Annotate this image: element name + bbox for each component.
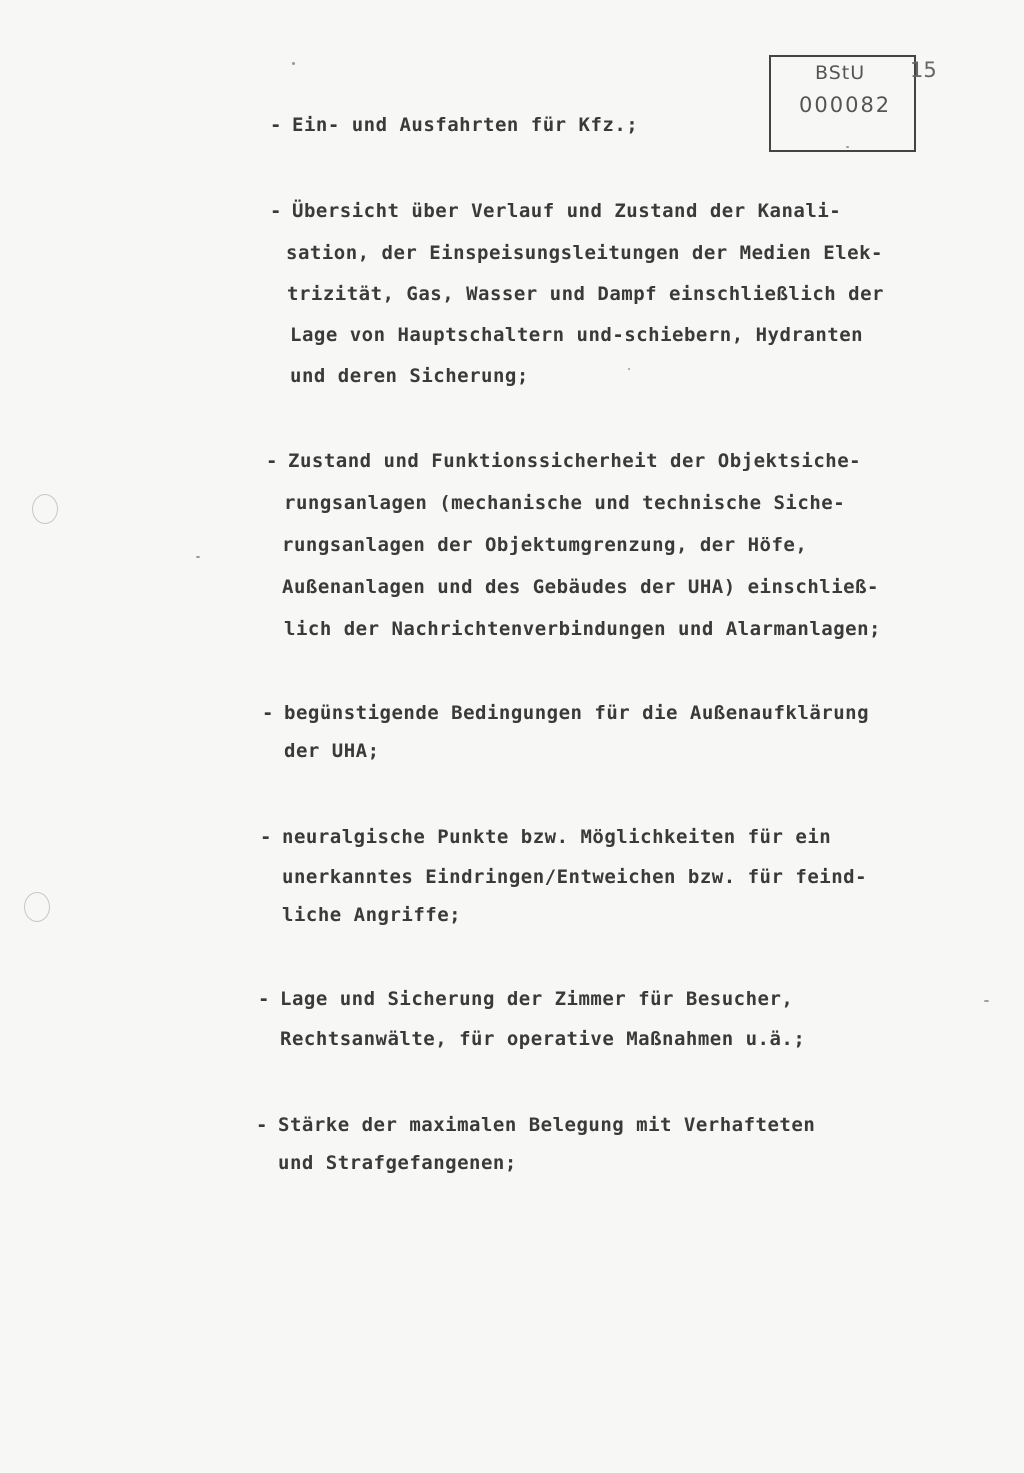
text-line: trizität, Gas, Wasser und Dampf einschließlich der <box>287 283 884 305</box>
text-line: und deren Sicherung; <box>290 365 529 387</box>
bullet-dash: - <box>260 826 272 848</box>
list-item <box>266 450 881 660</box>
text-line: der UHA; <box>284 740 380 762</box>
list-item <box>258 988 806 1068</box>
text-line: Zustand und Funktionssicherheit der Objektsiche- <box>288 450 862 472</box>
text-line: Außenanlagen und des Gebäudes der UHA) einschließ- <box>282 576 879 598</box>
text-line: und Strafgefangenen; <box>278 1152 517 1174</box>
bullet-dash: - <box>258 988 270 1010</box>
text-line: liche Angriffe; <box>282 904 462 926</box>
stamp-number: 000082 <box>799 93 892 117</box>
punch-hole <box>24 892 50 922</box>
scan-speck <box>196 556 200 558</box>
text-line: unerkanntes Eindringen/Entweichen bzw. für feind- <box>282 866 868 888</box>
list-item <box>262 702 870 778</box>
list-item <box>270 114 639 154</box>
list-item <box>256 1114 816 1190</box>
text-line: Ein- und Ausfahrten für Kfz.; <box>292 114 639 136</box>
stamp-institution: BStU <box>815 62 866 84</box>
bullet-dash: - <box>262 702 274 724</box>
text-line: Lage von Hauptschaltern und-schiebern, Hydranten <box>290 324 864 346</box>
list-item <box>270 200 884 406</box>
bullet-dash: - <box>256 1114 268 1136</box>
text-line: rungsanlagen der Objektumgrenzung, der Höfe, <box>282 534 808 556</box>
scan-speck <box>292 62 295 65</box>
bullet-dash: - <box>270 114 282 136</box>
text-line: Übersicht über Verlauf und Zustand der Kanali- <box>292 200 842 222</box>
text-line: neuralgische Punkte bzw. Möglichkeiten für ein <box>282 826 832 848</box>
text-line: rungsanlagen (mechanische und technische Siche- <box>284 492 846 514</box>
page-number: 15 <box>910 58 937 82</box>
scan-speck <box>628 368 630 370</box>
text-line: Lage und Sicherung der Zimmer für Besucher, <box>280 988 794 1010</box>
text-line: sation, der Einspeisungsleitungen der Medien Elek- <box>286 242 883 264</box>
archive-stamp <box>769 55 916 152</box>
bullet-dash: - <box>270 200 282 222</box>
text-line: lich der Nachrichtenverbindungen und Alarmanlagen; <box>284 618 881 640</box>
list-item <box>260 826 868 942</box>
bullet-dash: - <box>266 450 278 472</box>
text-line: begünstigende Bedingungen für die Außenaufklärung <box>284 702 870 724</box>
text-line: Rechtsanwälte, für operative Maßnahmen u.ä.; <box>280 1028 806 1050</box>
text-line: Stärke der maximalen Belegung mit Verhafteten <box>278 1114 816 1136</box>
scan-speck <box>984 1000 989 1002</box>
punch-hole <box>32 494 58 524</box>
scan-speck <box>846 146 849 148</box>
